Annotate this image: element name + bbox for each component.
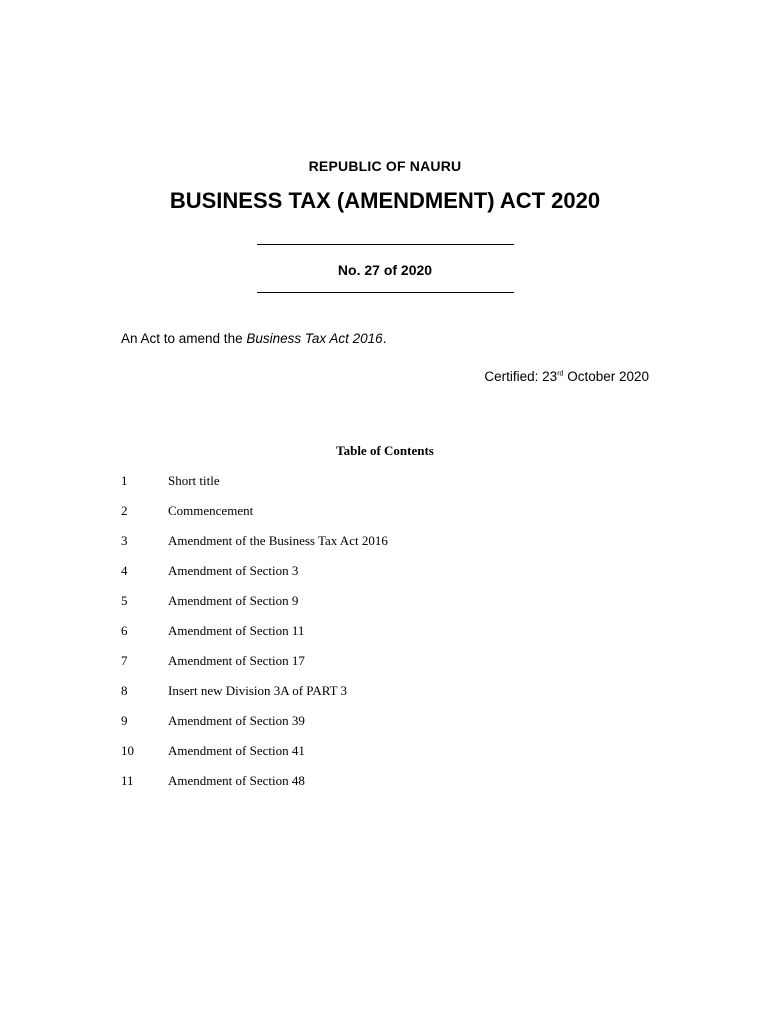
title-rule-bottom — [257, 292, 514, 293]
toc-item-title: Amendment of Section 41 — [168, 743, 305, 758]
long-title-suffix: . — [382, 331, 387, 346]
toc-item-number: 4 — [121, 563, 128, 578]
toc-item[interactable] — [121, 503, 661, 533]
title-rule-top — [257, 244, 514, 245]
toc-item-title: Commencement — [168, 503, 254, 518]
toc-item-number: 2 — [121, 503, 128, 518]
toc-item[interactable] — [121, 593, 661, 623]
toc-item[interactable] — [121, 773, 661, 803]
certified-date-rest: October 2020 — [563, 369, 649, 384]
toc-item-title: Amendment of Section 48 — [168, 773, 305, 788]
toc-item[interactable] — [121, 743, 661, 773]
republic-heading: REPUBLIC OF NAURU — [308, 158, 462, 174]
certified-label: Certified: 23 — [484, 369, 558, 384]
toc-item[interactable] — [121, 713, 661, 743]
toc-item[interactable] — [121, 623, 661, 653]
toc-item-number: 5 — [121, 593, 128, 608]
toc-item-number: 10 — [121, 743, 134, 758]
long-title-prefix: An Act to amend the — [121, 331, 247, 346]
toc-item-number: 7 — [121, 653, 128, 668]
toc-item[interactable] — [121, 653, 661, 683]
act-title: BUSINESS TAX (AMENDMENT) ACT 2020 — [169, 188, 601, 213]
toc-item-title: Insert new Division 3A of PART 3 — [168, 683, 348, 698]
certified-ordinal: rd — [557, 370, 564, 378]
toc-item-number: 1 — [121, 473, 128, 488]
toc-item-number: 9 — [121, 713, 128, 728]
long-title-act-name: Business Tax Act 2016 — [246, 331, 383, 346]
toc-item-title: Amendment of the Business Tax Act 2016 — [168, 533, 388, 548]
toc-item-title: Amendment of Section 3 — [168, 563, 299, 578]
long-title — [121, 331, 386, 346]
toc-item[interactable] — [121, 473, 661, 503]
toc-item-title: Amendment of Section 39 — [168, 713, 305, 728]
toc-item-title: Amendment of Section 9 — [168, 593, 299, 608]
toc-item-number: 8 — [121, 683, 128, 698]
toc-item[interactable] — [121, 563, 661, 593]
toc-item[interactable] — [121, 683, 661, 713]
toc-item-title: Short title — [168, 473, 220, 488]
certified-date — [484, 369, 649, 384]
toc-heading: Table of Contents — [336, 443, 434, 458]
toc-item-title: Amendment of Section 11 — [168, 623, 305, 638]
toc-item-number: 11 — [121, 773, 134, 788]
toc-list — [121, 473, 661, 803]
toc-item-title: Amendment of Section 17 — [168, 653, 305, 668]
toc-item-number: 3 — [121, 533, 128, 548]
act-number: No. 27 of 2020 — [337, 262, 433, 278]
toc-item[interactable] — [121, 533, 661, 563]
toc-item-number: 6 — [121, 623, 128, 638]
